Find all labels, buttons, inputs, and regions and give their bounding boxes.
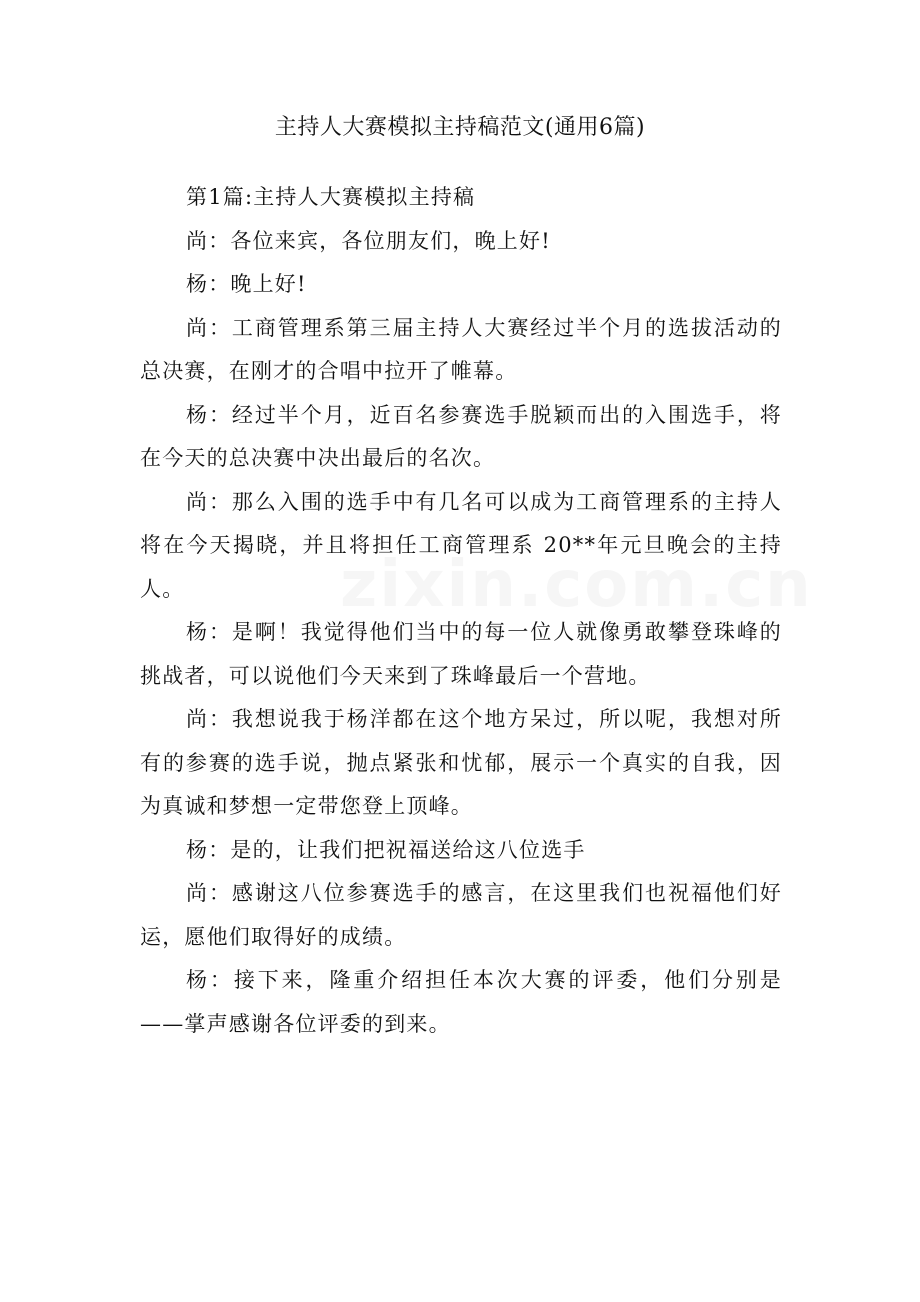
dialogue-paragraph: 尚：那么入围的选手中有几名可以成为工商管理系的主持人将在今天揭晓，并且将担任工商管理系 20**年元旦晚会的主持人。 [140,489,782,601]
dialogue-paragraph: 杨：是的，让我们把祝福送给这八位选手 [186,837,586,862]
dialogue-paragraph: 尚：各位来宾，各位朋友们，晚上好! [186,228,551,253]
dialogue-paragraph: 尚：感谢这八位参赛选手的感言，在这里我们也祝福他们好运，愿他们取得好的成绩。 [140,881,782,949]
dialogue-paragraph: 杨：经过半个月，近百名参赛选手脱颖而出的入围选手，将在今天的总决赛中决出最后的名次。 [140,402,782,470]
dialogue-paragraph: 杨：晚上好! [186,272,307,296]
dialogue-paragraph: 尚：工商管理系第三届主持人大赛经过半个月的选拔活动的总决赛，在刚才的合唱中拉开了帷幕。 [140,315,782,383]
site-watermark: zixin.com.cn [340,548,813,622]
dialogue-paragraph: 尚：我想说我于杨洋都在这个地方呆过，所以呢，我想对所有的参赛的选手说，抛点紧张和忧郁，展示一个真实的自我，因为真诚和梦想一定带您登上顶峰。 [140,707,782,818]
section-heading: 第1篇:主持人大赛模拟主持稿 [186,185,476,209]
dialogue-paragraph: 杨：是啊！我觉得他们当中的每一位人就像勇敢攀登珠峰的挑战者，可以说他们今天来到了珠峰最后一个营地。 [140,620,782,688]
document-title: 主持人大赛模拟主持稿范文(通用6篇) [274,115,646,140]
dialogue-paragraph: 杨：接下来，隆重介绍担任本次大赛的评委，他们分别是——掌声感谢各位评委的到来。 [140,968,782,1036]
document-body [140,176,782,1046]
